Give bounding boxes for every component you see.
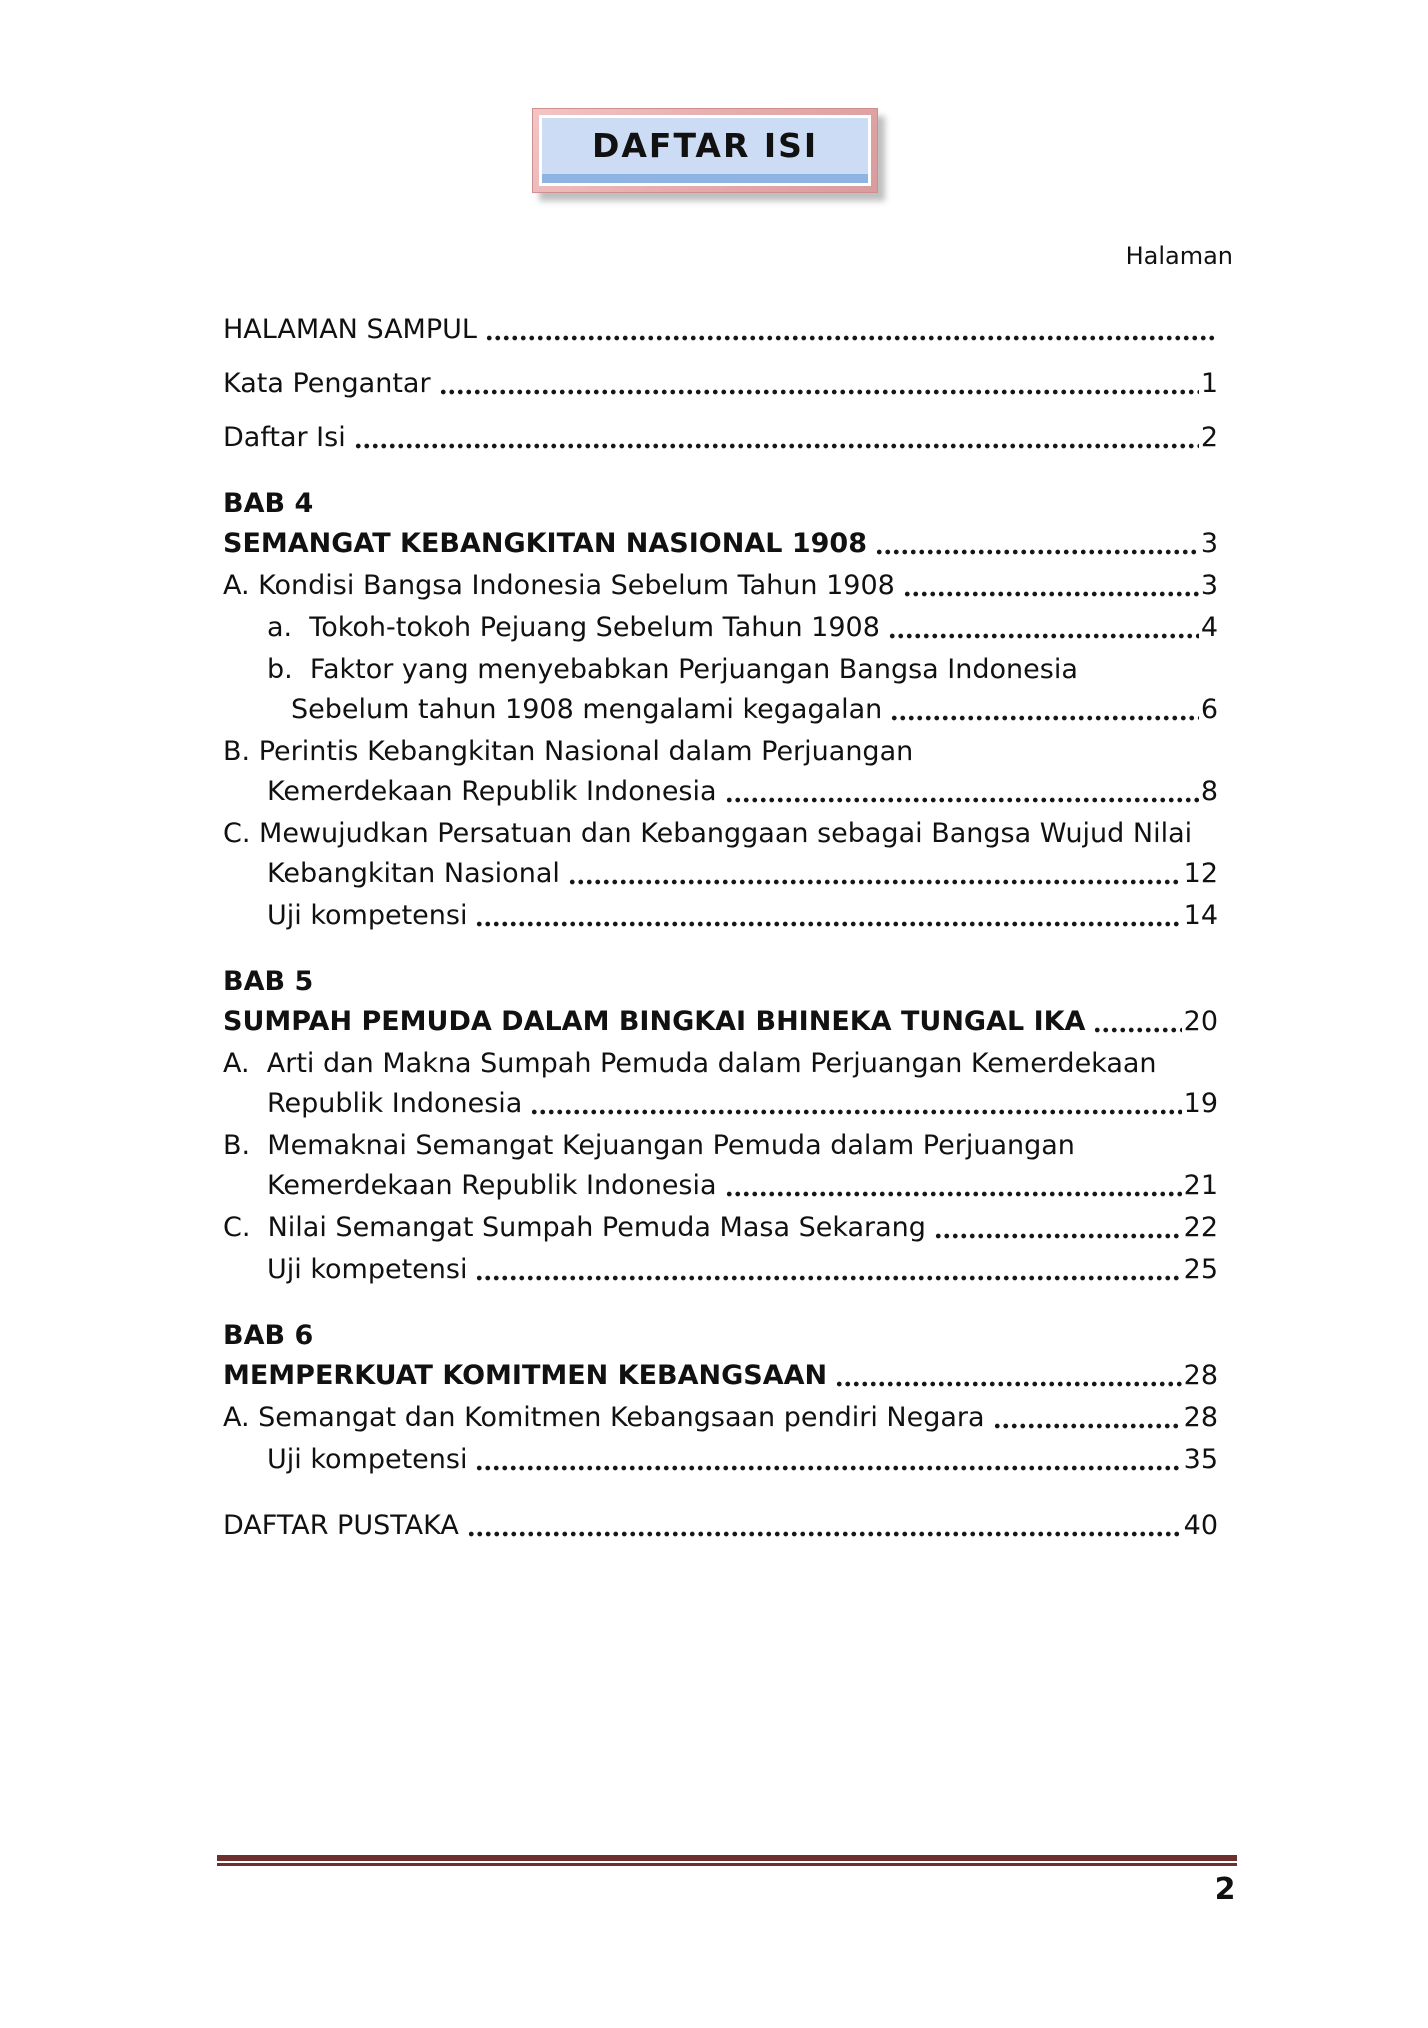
toc-entry [223, 1440, 1218, 1480]
toc-entry-label: DAFTAR PUSTAKA [223, 1510, 459, 1541]
toc-entry-label: Kata Pengantar [223, 368, 431, 399]
dot-leader [475, 919, 1181, 929]
dot-leader [835, 1379, 1182, 1389]
toc-entry [223, 650, 1218, 690]
toc-entry-label: SUMPAH PEMUDA DALAM BINGKAI BHINEKA TUNGAL IKA [223, 1006, 1086, 1037]
toc-entry-label: A. Semangat dan Komitmen Kebangsaan pendiri Negara [223, 1402, 985, 1433]
toc-entry-label: b. Faktor yang menyebabkan Perjuangan Bangsa Indonesia [267, 654, 1078, 685]
toc-chapter-title [223, 1002, 1218, 1042]
toc-entry-label: B. Perintis Kebangkitan Nasional dalam Perjuangan [223, 736, 914, 767]
page-column-label: Halaman [1125, 242, 1233, 270]
dot-leader [903, 589, 1199, 599]
toc-entry-page: 14 [1183, 900, 1218, 931]
toc-entry-page: 40 [1183, 1510, 1218, 1541]
toc-entry [223, 364, 1218, 404]
toc-entry-label: Uji kompetensi [267, 1254, 468, 1285]
toc-entry-continuation [223, 1084, 1218, 1124]
toc-entry-label: C. Nilai Semangat Sumpah Pemuda Masa Sekarang [223, 1212, 926, 1243]
title-box-bottom-strip [542, 174, 868, 183]
dot-leader [888, 631, 1199, 641]
toc-chapter-title [223, 524, 1218, 564]
toc-entry [223, 310, 1218, 350]
toc-entry-page: 21 [1183, 1170, 1218, 1201]
title-box-frame [532, 108, 878, 193]
dot-leader [485, 333, 1216, 343]
toc-entry-page: 35 [1183, 1444, 1218, 1475]
dot-leader [568, 877, 1182, 887]
toc-entry-label: HALAMAN SAMPUL [223, 314, 477, 345]
title-box [532, 108, 878, 193]
toc-entry-label: BAB 6 [223, 1320, 314, 1351]
toc-entry-label: Kemerdekaan Republik Indonesia [267, 1170, 717, 1201]
toc-entry-label: Uji kompetensi [267, 900, 468, 931]
toc-entry-page: 20 [1183, 1006, 1218, 1037]
toc-entry-page: 22 [1183, 1212, 1218, 1243]
toc-entry-page: 12 [1183, 858, 1218, 889]
dot-leader [439, 387, 1199, 397]
toc-entry-page: 3 [1200, 570, 1218, 601]
toc-entry-continuation [223, 854, 1218, 894]
page-title: DAFTAR ISI [592, 126, 819, 165]
toc-chapter-title [223, 1356, 1218, 1396]
toc-entry [223, 732, 1218, 772]
toc-entry-label: a. Tokoh-tokoh Pejuang Sebelum Tahun 1908 [267, 612, 880, 643]
toc-list [223, 296, 1218, 1546]
toc-entry [223, 1506, 1218, 1546]
toc-entry-label: C. Mewujudkan Persatuan dan Kebanggaan sebagai Bangsa Wujud Nilai [223, 818, 1193, 849]
toc-entry-label: B. Memaknai Semangat Kejuangan Pemuda dalam Perjuangan [223, 1130, 1075, 1161]
toc-entry-label: MEMPERKUAT KOMITMEN KEBANGSAAN [223, 1360, 828, 1391]
toc-entry-page: 6 [1200, 694, 1218, 725]
dot-leader [993, 1421, 1182, 1431]
toc-entry [223, 896, 1218, 936]
toc-entry [223, 1208, 1218, 1248]
dot-leader [725, 795, 1199, 805]
dot-leader [354, 441, 1199, 451]
toc-entry [223, 814, 1218, 854]
toc-entry-continuation [223, 1166, 1218, 1206]
toc-chapter-heading [223, 1316, 1218, 1356]
toc-entry-page: 4 [1200, 612, 1218, 643]
dot-leader [934, 1231, 1182, 1241]
toc-entry-continuation [223, 690, 1218, 730]
dot-leader [1093, 1025, 1181, 1035]
toc-entry-page: 28 [1183, 1402, 1218, 1433]
dot-leader [875, 547, 1199, 557]
page-number: 2 [1214, 1872, 1236, 1907]
dot-leader [467, 1529, 1182, 1539]
toc-chapter-heading [223, 962, 1218, 1002]
toc-entry [223, 566, 1218, 606]
toc-entry [223, 608, 1218, 648]
footer-divider [217, 1855, 1237, 1866]
dot-leader [475, 1273, 1181, 1283]
toc-entry-label: Daftar Isi [223, 422, 346, 453]
dot-leader [725, 1189, 1182, 1199]
toc-entry-page: 19 [1183, 1088, 1218, 1119]
toc-entry-label: Kemerdekaan Republik Indonesia [267, 776, 717, 807]
toc-entry-page: 2 [1200, 422, 1218, 453]
toc-entry [223, 418, 1218, 458]
toc-entry-page: 8 [1200, 776, 1218, 807]
title-box-inner-border [539, 115, 871, 186]
toc-entry-label: A. Arti dan Makna Sumpah Pemuda dalam Perjuangan Kemerdekaan [223, 1048, 1157, 1079]
toc-entry [223, 1398, 1218, 1438]
toc-entry-page: 3 [1200, 528, 1218, 559]
toc-entry-continuation [223, 772, 1218, 812]
toc-entry-page: 25 [1183, 1254, 1218, 1285]
toc-entry-label: BAB 4 [223, 488, 314, 519]
toc-entry-label: Kebangkitan Nasional [267, 858, 560, 889]
toc-entry [223, 1044, 1218, 1084]
toc-entry-label: Uji kompetensi [267, 1444, 468, 1475]
dot-leader [475, 1463, 1181, 1473]
title-box-fill [542, 118, 868, 183]
dot-leader [530, 1107, 1181, 1117]
toc-entry-page: 1 [1200, 368, 1218, 399]
toc-chapter-heading [223, 484, 1218, 524]
toc-entry [223, 1250, 1218, 1290]
toc-entry-label: BAB 5 [223, 966, 314, 997]
toc-entry-label: Sebelum tahun 1908 mengalami kegagalan [291, 694, 883, 725]
toc-entry [223, 1126, 1218, 1166]
toc-entry-label: SEMANGAT KEBANGKITAN NASIONAL 1908 [223, 528, 867, 559]
dot-leader [890, 713, 1199, 723]
toc-entry-page: 28 [1183, 1360, 1218, 1391]
toc-entry-label: Republik Indonesia [267, 1088, 523, 1119]
toc-entry-label: A. Kondisi Bangsa Indonesia Sebelum Tahun 1908 [223, 570, 895, 601]
